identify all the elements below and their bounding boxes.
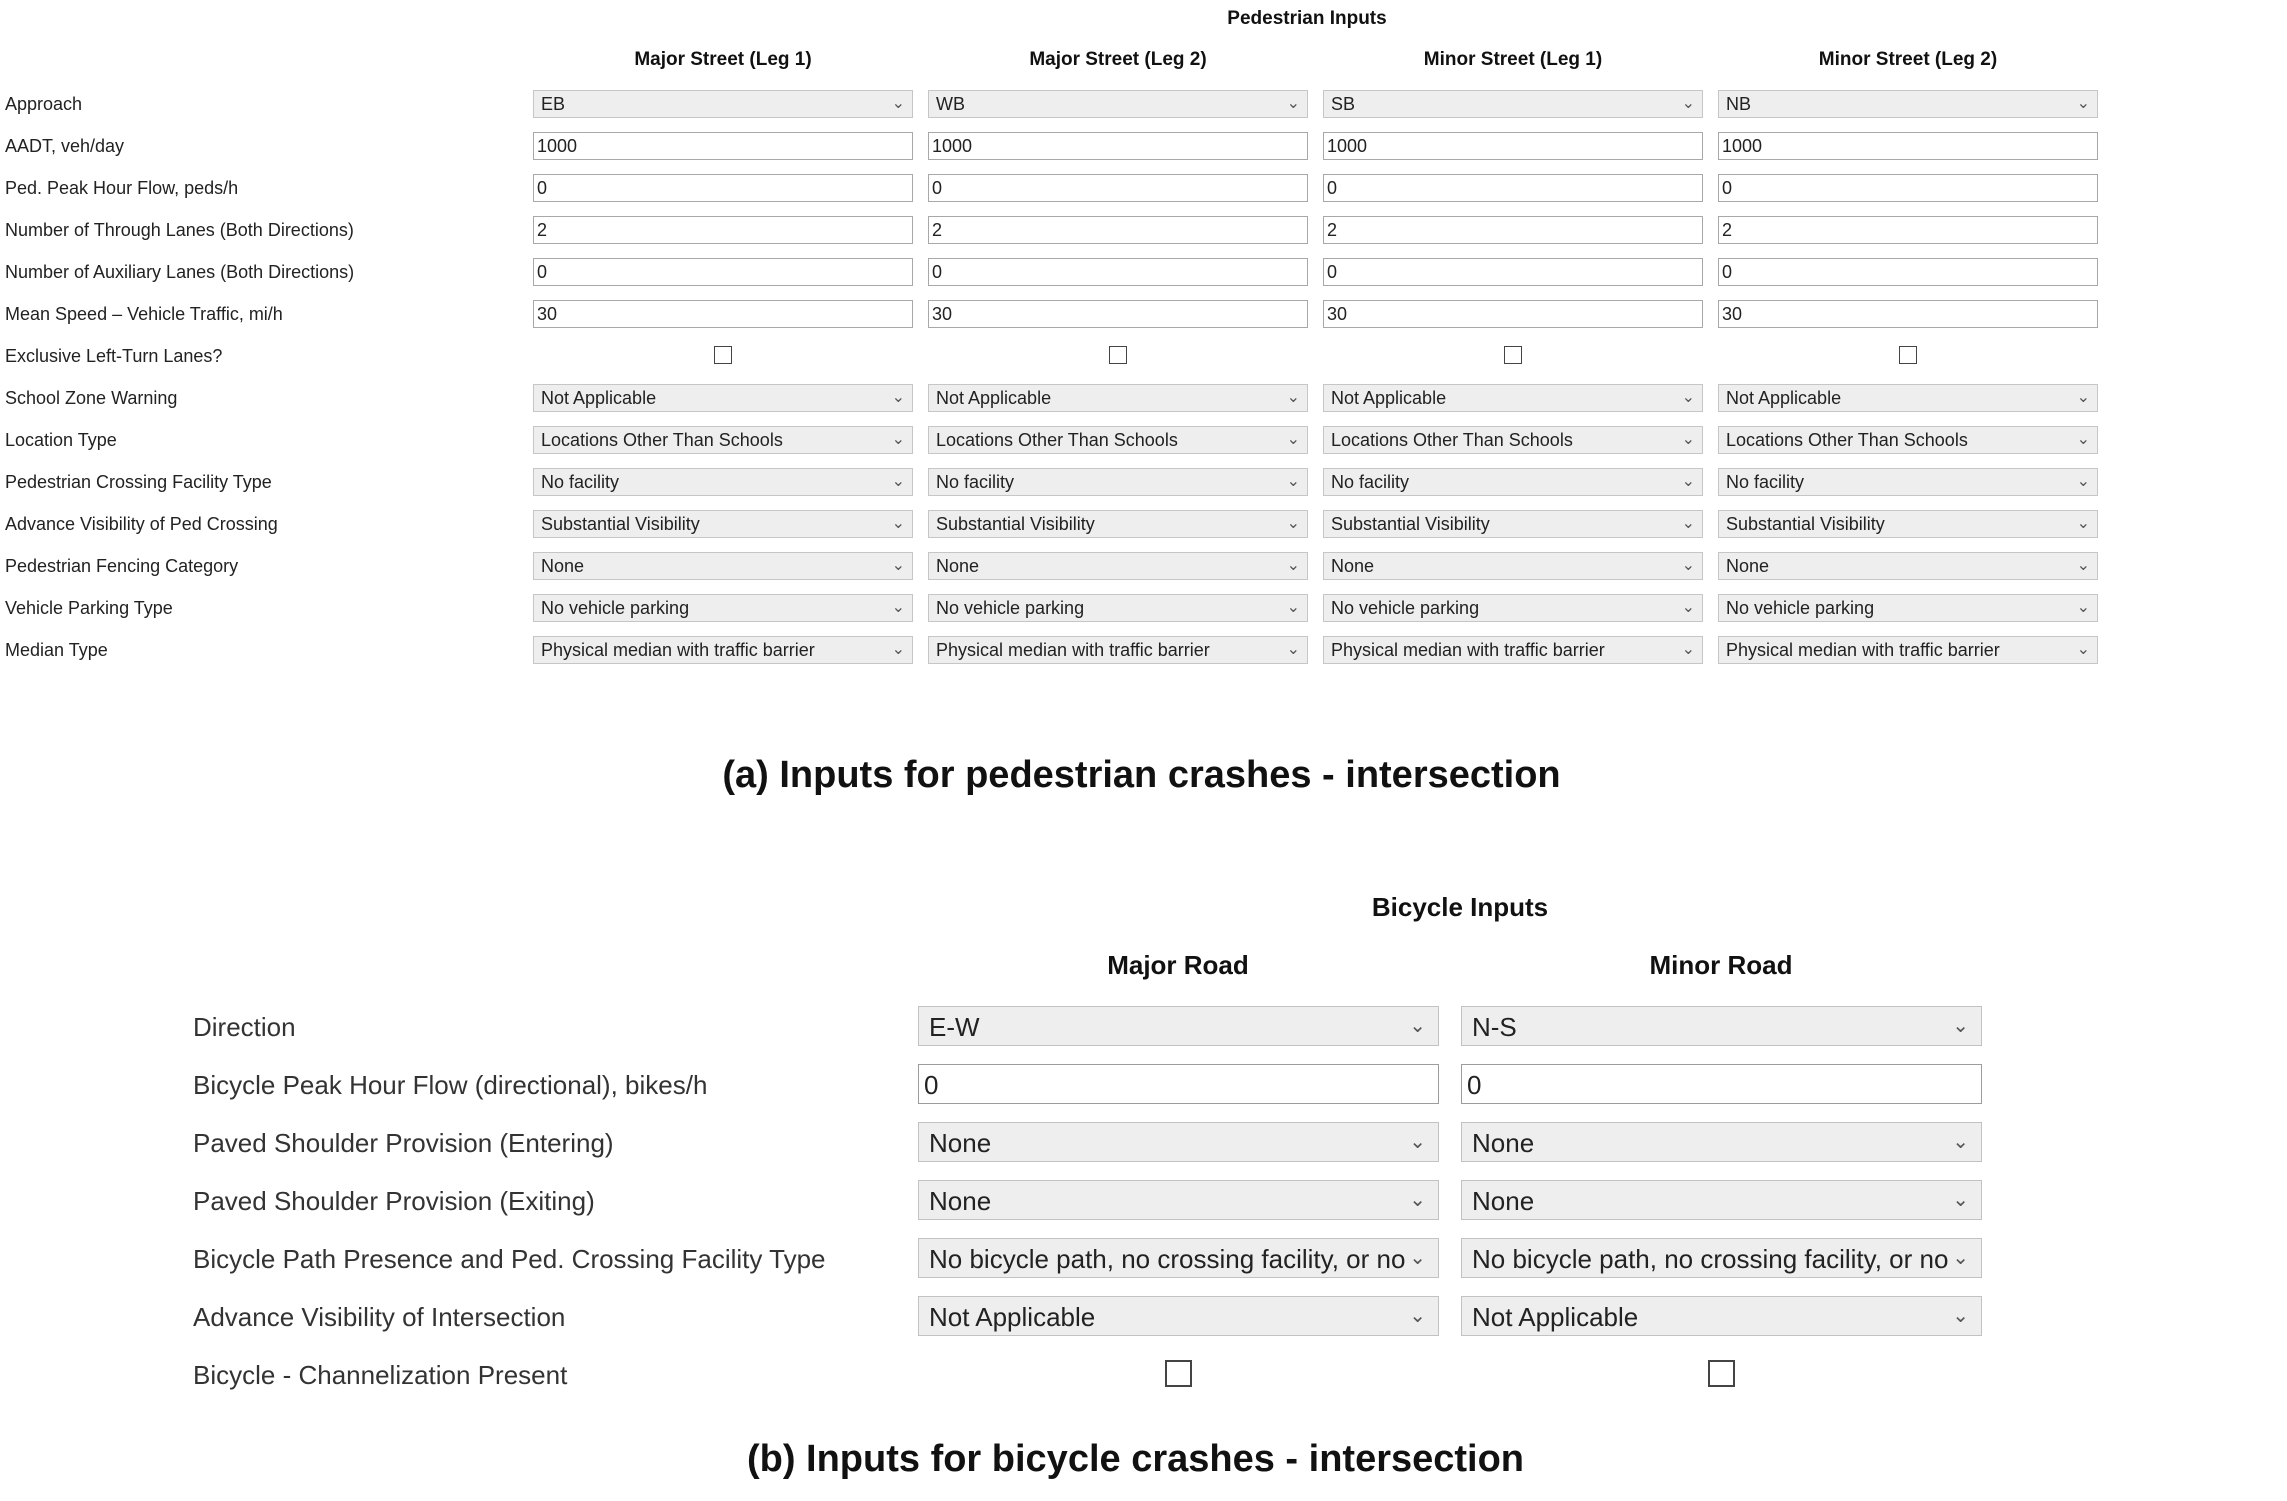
- form-row-paved-shoulder-provision-entering: [0, 1122, 2287, 1164]
- bicycle-path-presence-and-ped-crossing-facility-type-dropdown[interactable]: [918, 1238, 1439, 1278]
- vehicle-parking-type-dropdown[interactable]: [533, 594, 913, 622]
- chevron-down-icon: ⌄: [1681, 515, 1695, 532]
- dropdown-value: Substantial Visibility: [1726, 514, 1885, 534]
- dropdown-value: None: [1472, 1186, 1535, 1216]
- bicycle-path-presence-and-ped-crossing-facility-type-dropdown[interactable]: [1461, 1238, 1982, 1278]
- advance-visibility-of-intersection-dropdown[interactable]: [918, 1296, 1439, 1336]
- field-cell: [1718, 90, 2098, 118]
- column-header-minor-street-leg-2: Minor Street (Leg 2): [1818, 49, 1998, 70]
- column-header-minor-street-leg-1: Minor Street (Leg 1): [1423, 49, 1603, 70]
- field-cell: [1323, 510, 1703, 538]
- field-cell: [1323, 384, 1703, 412]
- field-cell: [918, 1354, 1439, 1394]
- field-cell: [1323, 258, 1703, 286]
- location-type-dropdown[interactable]: [1323, 426, 1703, 454]
- dropdown-value: Substantial Visibility: [936, 514, 1095, 534]
- form-row-ped-peak-hour-flow-peds-h: [0, 174, 2287, 204]
- dropdown-value: No facility: [1331, 472, 1410, 492]
- field-cell: [928, 90, 1308, 118]
- field-cell: [928, 552, 1308, 580]
- field-cell: [1323, 636, 1703, 664]
- form-row-bicycle-peak-hour-flow-directional-bikes-h: [0, 1064, 2287, 1106]
- paved-shoulder-provision-exiting-dropdown[interactable]: [1461, 1180, 1982, 1220]
- paved-shoulder-provision-exiting-dropdown[interactable]: [918, 1180, 1439, 1220]
- ped-peak-hour-flow-peds-h-input[interactable]: 0: [533, 174, 913, 202]
- chevron-down-icon: ⌄: [891, 515, 905, 532]
- form-row-paved-shoulder-provision-exiting: [0, 1180, 2287, 1222]
- pedestrian-crossing-facility-type-dropdown[interactable]: [1323, 468, 1703, 496]
- dropdown-value: No vehicle parking: [936, 598, 1085, 618]
- field-cell: [1718, 468, 2098, 496]
- dropdown-value: None: [541, 556, 585, 576]
- field-cell: [928, 510, 1308, 538]
- field-cell: [928, 216, 1308, 244]
- dropdown-value: None: [1331, 556, 1375, 576]
- chevron-down-icon: ⌄: [891, 473, 905, 490]
- pedestrian-crossing-facility-type-dropdown[interactable]: [928, 468, 1308, 496]
- pedestrian-fencing-category-dropdown[interactable]: [533, 552, 913, 580]
- median-type-dropdown[interactable]: [1718, 636, 2098, 664]
- school-zone-warning-dropdown[interactable]: [928, 384, 1308, 412]
- number-of-through-lanes-both-directions-input[interactable]: 2: [1718, 216, 2098, 244]
- field-cell: [533, 426, 913, 454]
- school-zone-warning-dropdown[interactable]: [533, 384, 913, 412]
- dropdown-value: Locations Other Than Schools: [936, 430, 1178, 450]
- form-row-pedestrian-fencing-category: [0, 552, 2287, 582]
- field-cell: [918, 1238, 1439, 1278]
- field-cell: [918, 1064, 1439, 1104]
- dropdown-value: Not Applicable: [541, 388, 657, 408]
- field-cell: [1718, 300, 2098, 328]
- field-cell: [533, 384, 913, 412]
- bicycle-inputs-title: Bicycle Inputs: [1371, 892, 1549, 922]
- field-cell: [928, 468, 1308, 496]
- chevron-down-icon: ⌄: [1286, 557, 1300, 574]
- pedestrian-inputs-title: Pedestrian Inputs: [1227, 8, 1387, 29]
- field-cell: [928, 426, 1308, 454]
- location-type-dropdown[interactable]: [533, 426, 913, 454]
- row-label: Bicycle Path Presence and Ped. Crossing Facility Type: [193, 1244, 826, 1274]
- chevron-down-icon: ⌄: [1681, 557, 1695, 574]
- advance-visibility-of-ped-crossing-dropdown[interactable]: [1323, 510, 1703, 538]
- advance-visibility-of-ped-crossing-dropdown[interactable]: [928, 510, 1308, 538]
- aadt-veh-day-input[interactable]: 1000: [1323, 132, 1703, 160]
- number-of-auxiliary-lanes-both-directions-input[interactable]: 0: [1323, 258, 1703, 286]
- chevron-down-icon: ⌄: [1286, 95, 1300, 112]
- chevron-down-icon: ⌄: [2076, 389, 2090, 406]
- row-label: AADT, veh/day: [5, 136, 125, 156]
- row-label: Vehicle Parking Type: [5, 598, 173, 618]
- dropdown-value: E-W: [929, 1012, 980, 1042]
- chevron-down-icon: ⌄: [2076, 473, 2090, 490]
- dropdown-value: Physical median with traffic barrier: [1726, 640, 2000, 660]
- advance-visibility-of-ped-crossing-dropdown[interactable]: [1718, 510, 2098, 538]
- dropdown-value: Not Applicable: [1472, 1302, 1639, 1332]
- number-of-auxiliary-lanes-both-directions-input[interactable]: 0: [533, 258, 913, 286]
- field-cell: [928, 384, 1308, 412]
- row-label: Bicycle - Channelization Present: [193, 1360, 568, 1390]
- dropdown-value: No bicycle path, no crossing facility, or no: [929, 1244, 1406, 1274]
- aadt-veh-day-input[interactable]: 1000: [928, 132, 1308, 160]
- row-label: Exclusive Left-Turn Lanes?: [5, 346, 223, 366]
- field-cell: [1323, 426, 1703, 454]
- dropdown-value: Substantial Visibility: [1331, 514, 1490, 534]
- dropdown-value: No facility: [541, 472, 620, 492]
- field-cell: [1323, 174, 1703, 202]
- dropdown-value: No bicycle path, no crossing facility, or no: [1472, 1244, 1949, 1274]
- bicycle-peak-hour-flow-directional-bikes-h-input[interactable]: 0: [918, 1064, 1439, 1104]
- dropdown-value: Locations Other Than Schools: [541, 430, 783, 450]
- exclusive-left-turn-lanes-checkbox[interactable]: [1504, 346, 1522, 364]
- location-type-dropdown[interactable]: [928, 426, 1308, 454]
- exclusive-left-turn-lanes-checkbox[interactable]: [714, 346, 732, 364]
- field-cell: [1718, 216, 2098, 244]
- row-label: Median Type: [5, 640, 108, 660]
- field-cell: [1323, 90, 1703, 118]
- field-cell: [928, 300, 1308, 328]
- field-cell: [533, 510, 913, 538]
- form-row-aadt-veh-day: [0, 132, 2287, 162]
- row-label: Advance Visibility of Intersection: [193, 1302, 566, 1332]
- form-row-direction: [0, 1006, 2287, 1048]
- field-cell: [1323, 300, 1703, 328]
- dropdown-value: None: [1726, 556, 1770, 576]
- field-cell: [533, 258, 913, 286]
- dropdown-value: No vehicle parking: [1331, 598, 1480, 618]
- approach-dropdown[interactable]: [1323, 90, 1703, 118]
- dropdown-value: SB: [1331, 94, 1356, 114]
- median-type-dropdown[interactable]: [1323, 636, 1703, 664]
- form-row-school-zone-warning: [0, 384, 2287, 414]
- field-cell: [533, 342, 913, 370]
- row-label: Pedestrian Fencing Category: [5, 556, 239, 576]
- row-label: Direction: [193, 1012, 296, 1042]
- dropdown-value: Locations Other Than Schools: [1331, 430, 1573, 450]
- row-label: Paved Shoulder Provision (Entering): [193, 1128, 614, 1158]
- chevron-down-icon: ⌄: [1681, 95, 1695, 112]
- median-type-dropdown[interactable]: [928, 636, 1308, 664]
- field-cell: [1461, 1122, 1982, 1162]
- number-of-through-lanes-both-directions-input[interactable]: 2: [928, 216, 1308, 244]
- chevron-down-icon: ⌄: [891, 557, 905, 574]
- dropdown-value: Locations Other Than Schools: [1726, 430, 1968, 450]
- field-cell: [918, 1296, 1439, 1336]
- chevron-down-icon: ⌄: [2076, 557, 2090, 574]
- number-of-through-lanes-both-directions-input[interactable]: 2: [1323, 216, 1703, 244]
- chevron-down-icon: ⌄: [1409, 1015, 1426, 1037]
- dropdown-value: Physical median with traffic barrier: [1331, 640, 1605, 660]
- dropdown-value: Physical median with traffic barrier: [541, 640, 815, 660]
- school-zone-warning-dropdown[interactable]: [1323, 384, 1703, 412]
- field-cell: [1718, 510, 2098, 538]
- field-cell: [1461, 1180, 1982, 1220]
- form-row-number-of-auxiliary-lanes-both-directions: [0, 258, 2287, 288]
- chevron-down-icon: ⌄: [1952, 1189, 1969, 1211]
- number-of-auxiliary-lanes-both-directions-input[interactable]: 0: [928, 258, 1308, 286]
- field-cell: [533, 468, 913, 496]
- form-row-exclusive-left-turn-lanes: [0, 342, 2287, 372]
- dropdown-value: Substantial Visibility: [541, 514, 700, 534]
- bicycle-channelization-present-checkbox[interactable]: [1708, 1360, 1735, 1387]
- field-cell: [1461, 1296, 1982, 1336]
- field-cell: [1718, 594, 2098, 622]
- field-cell: [1718, 132, 2098, 160]
- form-row-bicycle-path-presence-and-ped-crossing-facility-type: [0, 1238, 2287, 1280]
- vehicle-parking-type-dropdown[interactable]: [928, 594, 1308, 622]
- dropdown-value: NB: [1726, 94, 1752, 114]
- form-row-advance-visibility-of-intersection: [0, 1296, 2287, 1338]
- dropdown-value: No vehicle parking: [1726, 598, 1875, 618]
- direction-dropdown[interactable]: [1461, 1006, 1982, 1046]
- row-label: Pedestrian Crossing Facility Type: [5, 472, 272, 492]
- field-cell: [533, 90, 913, 118]
- approach-dropdown[interactable]: [1718, 90, 2098, 118]
- pedestrian-crossing-facility-type-dropdown[interactable]: [533, 468, 913, 496]
- chevron-down-icon: ⌄: [1409, 1189, 1426, 1211]
- chevron-down-icon: ⌄: [1409, 1247, 1426, 1269]
- chevron-down-icon: ⌄: [891, 389, 905, 406]
- chevron-down-icon: ⌄: [891, 641, 905, 658]
- advance-visibility-of-intersection-dropdown[interactable]: [1461, 1296, 1982, 1336]
- dropdown-value: None: [936, 556, 980, 576]
- form-row-vehicle-parking-type: [0, 594, 2287, 624]
- chevron-down-icon: ⌄: [891, 95, 905, 112]
- row-label: Location Type: [5, 430, 117, 450]
- field-cell: [1323, 342, 1703, 370]
- field-cell: [1323, 594, 1703, 622]
- bicycle-inputs-panel: [0, 880, 2287, 1440]
- location-type-dropdown[interactable]: [1718, 426, 2098, 454]
- field-cell: [1718, 426, 2098, 454]
- mean-speed-vehicle-traffic-mi-h-input[interactable]: 30: [1718, 300, 2098, 328]
- exclusive-left-turn-lanes-checkbox[interactable]: [1109, 346, 1127, 364]
- row-label: Number of Through Lanes (Both Directions): [5, 220, 354, 240]
- bicycle-channelization-present-checkbox[interactable]: [1165, 1360, 1192, 1387]
- direction-dropdown[interactable]: [918, 1006, 1439, 1046]
- field-cell: [928, 258, 1308, 286]
- dropdown-value: N-S: [1472, 1012, 1517, 1042]
- median-type-dropdown[interactable]: [533, 636, 913, 664]
- field-cell: [533, 174, 913, 202]
- dropdown-value: Not Applicable: [1726, 388, 1842, 408]
- field-cell: [928, 342, 1308, 370]
- field-cell: [928, 594, 1308, 622]
- chevron-down-icon: ⌄: [891, 599, 905, 616]
- chevron-down-icon: ⌄: [1952, 1247, 1969, 1269]
- caption-bicycle: (b) Inputs for bicycle crashes - intersection: [746, 1438, 1525, 1480]
- mean-speed-vehicle-traffic-mi-h-input[interactable]: 30: [1323, 300, 1703, 328]
- field-cell: [1718, 342, 2098, 370]
- approach-dropdown[interactable]: [928, 90, 1308, 118]
- field-cell: [533, 636, 913, 664]
- field-cell: [1323, 552, 1703, 580]
- field-cell: [533, 552, 913, 580]
- column-header-major-street-leg-2: Major Street (Leg 2): [1029, 49, 1207, 70]
- form-row-number-of-through-lanes-both-directions: [0, 216, 2287, 246]
- chevron-down-icon: ⌄: [2076, 431, 2090, 448]
- chevron-down-icon: ⌄: [1409, 1305, 1426, 1327]
- chevron-down-icon: ⌄: [1952, 1305, 1969, 1327]
- chevron-down-icon: ⌄: [1681, 641, 1695, 658]
- paved-shoulder-provision-entering-dropdown[interactable]: [1461, 1122, 1982, 1162]
- form-row-approach: [0, 90, 2287, 120]
- chevron-down-icon: ⌄: [1286, 515, 1300, 532]
- chevron-down-icon: ⌄: [1952, 1131, 1969, 1153]
- column-header-major-street-leg-1: Major Street (Leg 1): [634, 49, 812, 70]
- column-header-minor-road: Minor Road: [1649, 950, 1793, 980]
- paved-shoulder-provision-entering-dropdown[interactable]: [918, 1122, 1439, 1162]
- field-cell: [918, 1180, 1439, 1220]
- dropdown-value: None: [1472, 1128, 1535, 1158]
- aadt-veh-day-input[interactable]: 1000: [533, 132, 913, 160]
- form-row-advance-visibility-of-ped-crossing: [0, 510, 2287, 540]
- ped-peak-hour-flow-peds-h-input[interactable]: 0: [1323, 174, 1703, 202]
- chevron-down-icon: ⌄: [1681, 389, 1695, 406]
- chevron-down-icon: ⌄: [2076, 515, 2090, 532]
- caption-pedestrian: (a) Inputs for pedestrian crashes - intersection: [722, 754, 1561, 796]
- chevron-down-icon: ⌄: [1681, 599, 1695, 616]
- field-cell: [1323, 468, 1703, 496]
- ped-peak-hour-flow-peds-h-input[interactable]: 0: [1718, 174, 2098, 202]
- vehicle-parking-type-dropdown[interactable]: [1323, 594, 1703, 622]
- field-cell: [1323, 216, 1703, 244]
- row-label: Ped. Peak Hour Flow, peds/h: [5, 178, 239, 198]
- dropdown-value: None: [929, 1186, 992, 1216]
- field-cell: [928, 174, 1308, 202]
- form-row-median-type: [0, 636, 2287, 666]
- row-label: Advance Visibility of Ped Crossing: [5, 514, 278, 534]
- field-cell: [1718, 636, 2098, 664]
- dropdown-value: Physical median with traffic barrier: [936, 640, 1210, 660]
- bicycle-peak-hour-flow-directional-bikes-h-input[interactable]: 0: [1461, 1064, 1982, 1104]
- field-cell: [1718, 174, 2098, 202]
- dropdown-value: EB: [541, 94, 566, 114]
- field-cell: [1323, 132, 1703, 160]
- pedestrian-fencing-category-dropdown[interactable]: [1718, 552, 2098, 580]
- field-cell: [1718, 552, 2098, 580]
- number-of-through-lanes-both-directions-input[interactable]: 2: [533, 216, 913, 244]
- chevron-down-icon: ⌄: [1286, 599, 1300, 616]
- column-header-major-road: Major Road: [1107, 950, 1249, 980]
- school-zone-warning-dropdown[interactable]: [1718, 384, 2098, 412]
- field-cell: [928, 636, 1308, 664]
- chevron-down-icon: ⌄: [1409, 1131, 1426, 1153]
- pedestrian-fencing-category-dropdown[interactable]: [1323, 552, 1703, 580]
- mean-speed-vehicle-traffic-mi-h-input[interactable]: 30: [533, 300, 913, 328]
- chevron-down-icon: ⌄: [2076, 641, 2090, 658]
- dropdown-value: Not Applicable: [936, 388, 1052, 408]
- form-row-mean-speed-vehicle-traffic-mi-h: [0, 300, 2287, 330]
- chevron-down-icon: ⌄: [1681, 473, 1695, 490]
- field-cell: [1718, 384, 2098, 412]
- row-label: Bicycle Peak Hour Flow (directional), bikes/h: [193, 1070, 708, 1100]
- dropdown-value: Not Applicable: [1331, 388, 1447, 408]
- chevron-down-icon: ⌄: [1286, 641, 1300, 658]
- chevron-down-icon: ⌄: [1286, 431, 1300, 448]
- exclusive-left-turn-lanes-checkbox[interactable]: [1899, 346, 1917, 364]
- field-cell: [533, 300, 913, 328]
- dropdown-value: WB: [936, 94, 965, 114]
- row-label: Mean Speed – Vehicle Traffic, mi/h: [5, 304, 283, 324]
- aadt-veh-day-input[interactable]: 1000: [1718, 132, 2098, 160]
- chevron-down-icon: ⌄: [1952, 1015, 1969, 1037]
- row-label: School Zone Warning: [5, 388, 178, 408]
- field-cell: [918, 1122, 1439, 1162]
- row-label: Paved Shoulder Provision (Exiting): [193, 1186, 595, 1216]
- row-label: Number of Auxiliary Lanes (Both Directions): [5, 262, 355, 282]
- dropdown-value: Not Applicable: [929, 1302, 1096, 1332]
- form-row-pedestrian-crossing-facility-type: [0, 468, 2287, 498]
- dropdown-value: No facility: [1726, 472, 1805, 492]
- field-cell: [1461, 1354, 1982, 1394]
- form-row-location-type: [0, 426, 2287, 456]
- field-cell: [533, 216, 913, 244]
- chevron-down-icon: ⌄: [1286, 473, 1300, 490]
- dropdown-value: No facility: [936, 472, 1015, 492]
- dropdown-value: None: [929, 1128, 992, 1158]
- chevron-down-icon: ⌄: [1681, 431, 1695, 448]
- pedestrian-fencing-category-dropdown[interactable]: [928, 552, 1308, 580]
- chevron-down-icon: ⌄: [2076, 599, 2090, 616]
- form-row-bicycle-channelization-present: [0, 1354, 2287, 1396]
- pedestrian-crossing-facility-type-dropdown[interactable]: [1718, 468, 2098, 496]
- chevron-down-icon: ⌄: [1286, 389, 1300, 406]
- mean-speed-vehicle-traffic-mi-h-input[interactable]: 30: [928, 300, 1308, 328]
- chevron-down-icon: ⌄: [2076, 95, 2090, 112]
- ped-peak-hour-flow-peds-h-input[interactable]: 0: [928, 174, 1308, 202]
- advance-visibility-of-ped-crossing-dropdown[interactable]: [533, 510, 913, 538]
- field-cell: [1461, 1006, 1982, 1046]
- field-cell: [928, 132, 1308, 160]
- vehicle-parking-type-dropdown[interactable]: [1718, 594, 2098, 622]
- row-label: Approach: [5, 94, 83, 114]
- number-of-auxiliary-lanes-both-directions-input[interactable]: 0: [1718, 258, 2098, 286]
- dropdown-value: No vehicle parking: [541, 598, 690, 618]
- approach-dropdown[interactable]: [533, 90, 913, 118]
- field-cell: [1461, 1064, 1982, 1104]
- field-cell: [533, 594, 913, 622]
- field-cell: [1461, 1238, 1982, 1278]
- field-cell: [1718, 258, 2098, 286]
- field-cell: [533, 132, 913, 160]
- chevron-down-icon: ⌄: [891, 431, 905, 448]
- field-cell: [918, 1006, 1439, 1046]
